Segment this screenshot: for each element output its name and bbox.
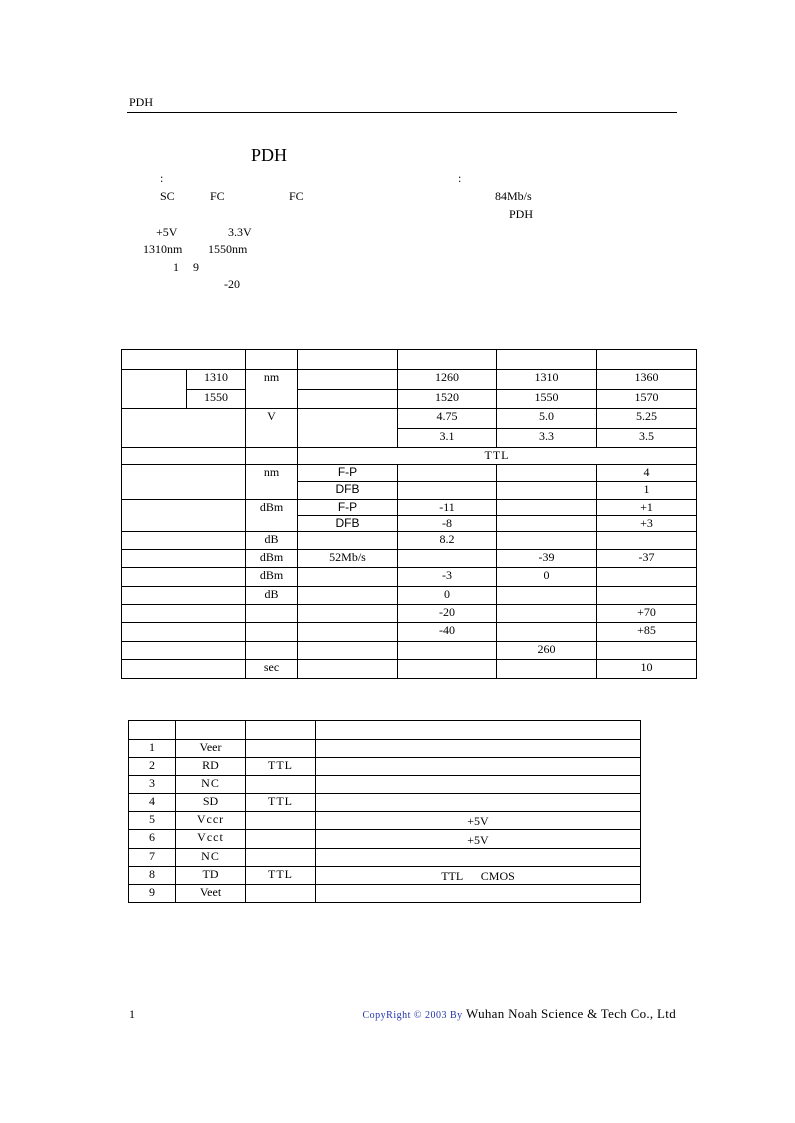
intro-1550nm: 1550nm (208, 242, 248, 256)
unit-cell: nm (246, 370, 298, 409)
intro-3v3: 3.3V (228, 225, 252, 239)
pin-num: 4 (129, 794, 176, 812)
header-pin-desc (316, 721, 641, 740)
typ-cell (497, 660, 597, 679)
pin-desc (316, 758, 641, 776)
pin-desc: TTL CMOS (316, 867, 641, 885)
min-cell: 3.1 (398, 429, 497, 448)
max-cell: 4 (597, 465, 697, 482)
table-row (122, 660, 697, 679)
min-cell: -20 (398, 605, 497, 623)
cond-cell: DFB (298, 516, 398, 532)
typ-cell (497, 532, 597, 550)
table-row (129, 849, 641, 867)
param-cell (122, 660, 246, 679)
min-cell: 0 (398, 587, 497, 605)
pin-name: NC (176, 849, 246, 867)
unit-cell (246, 605, 298, 623)
intro-temp: -20 (224, 277, 240, 291)
pin-table (128, 720, 641, 903)
cond-cell (298, 642, 398, 660)
header-rule (127, 112, 677, 113)
cond-cell (298, 370, 398, 390)
max-cell (597, 532, 697, 550)
min-cell: -11 (398, 500, 497, 516)
typ-cell (497, 516, 597, 532)
table-row (129, 758, 641, 776)
pin-num: 3 (129, 776, 176, 794)
cond-cell: 52Mb/s (298, 550, 398, 568)
spec-table (121, 349, 697, 679)
header-max (597, 350, 697, 370)
pin-num: 5 (129, 812, 176, 830)
min-cell: -40 (398, 623, 497, 642)
pin-level (246, 776, 316, 794)
param-cell (122, 587, 246, 605)
table-row (122, 550, 697, 568)
header-unit (246, 350, 298, 370)
unit-cell: dB (246, 532, 298, 550)
min-cell (398, 660, 497, 679)
pin-desc (316, 776, 641, 794)
pin-desc (316, 740, 641, 758)
header-param (122, 350, 246, 370)
spec-header-row (122, 350, 697, 370)
header-min (398, 350, 497, 370)
typ-cell: 3.3 (497, 429, 597, 448)
max-cell (597, 568, 697, 587)
unit-cell: dBm (246, 550, 298, 568)
min-cell: -3 (398, 568, 497, 587)
param-cell (122, 532, 246, 550)
cond-cell (298, 532, 398, 550)
unit-cell (246, 642, 298, 660)
copyright-text: CopyRight © 2003 By (362, 1010, 463, 1021)
max-cell: 1 (597, 482, 697, 500)
table-row (122, 409, 697, 429)
page-number: 1 (129, 1007, 135, 1021)
pin-name: SD (176, 794, 246, 812)
param-cell (122, 550, 246, 568)
unit-cell: V (246, 409, 298, 448)
table-row (122, 642, 697, 660)
spectral-width-label (122, 465, 246, 500)
intro-pin-1: 1 (173, 260, 179, 274)
typ-cell: 1550 (497, 390, 597, 409)
header-pin-num (129, 721, 176, 740)
typ-cell (497, 587, 597, 605)
pin-level (246, 885, 316, 903)
pin-num: 8 (129, 867, 176, 885)
cond-cell (298, 623, 398, 642)
pin-num: 2 (129, 758, 176, 776)
wavelength-1310: 1310 (187, 370, 246, 390)
pin-level: TTL (246, 758, 316, 776)
pin-num: 7 (129, 849, 176, 867)
unit-cell: dBm (246, 568, 298, 587)
pin-name: Veer (176, 740, 246, 758)
table-row (129, 830, 641, 849)
max-cell: -37 (597, 550, 697, 568)
max-cell: +70 (597, 605, 697, 623)
min-cell (398, 482, 497, 500)
running-header: PDH (129, 95, 154, 109)
max-cell: 5.25 (597, 409, 697, 429)
pin-num: 9 (129, 885, 176, 903)
table-row (122, 587, 697, 605)
unit-cell (246, 448, 298, 465)
header-pin-name (176, 721, 246, 740)
param-cell (122, 448, 246, 465)
pin-level: TTL (246, 794, 316, 812)
table-row (122, 568, 697, 587)
max-cell (597, 642, 697, 660)
unit-cell: dB (246, 587, 298, 605)
table-row (122, 605, 697, 623)
cond-cell: F-P (298, 465, 398, 482)
cond-cell (298, 660, 398, 679)
max-cell: 1570 (597, 390, 697, 409)
page-title: PDH (251, 145, 288, 165)
intro-sc: SC (160, 189, 175, 203)
intro-pdh: PDH (509, 207, 534, 221)
intro-pin-9: 9 (193, 260, 199, 274)
param-cell (122, 623, 246, 642)
unit-cell: sec (246, 660, 298, 679)
cond-cell (298, 587, 398, 605)
unit-cell (246, 623, 298, 642)
header-typ (497, 350, 597, 370)
wavelength-label (122, 370, 187, 409)
intro-fc-1: FC (210, 189, 225, 203)
pin-level: TTL (246, 867, 316, 885)
typ-cell: -39 (497, 550, 597, 568)
cond-cell: DFB (298, 482, 398, 500)
min-cell (398, 465, 497, 482)
intro-5v: +5V (156, 225, 178, 239)
max-cell: +1 (597, 500, 697, 516)
intro-colon-left: : (160, 171, 164, 185)
table-row (122, 532, 697, 550)
table-row (129, 740, 641, 758)
table-row (129, 776, 641, 794)
table-row (122, 623, 697, 642)
pin-name: Vcct (176, 830, 246, 849)
pin-desc: +5V (316, 812, 641, 830)
pin-header-row (129, 721, 641, 740)
supply-label (122, 409, 246, 448)
min-cell: 8.2 (398, 532, 497, 550)
typ-cell (497, 465, 597, 482)
table-row (129, 867, 641, 885)
copyright-footer (363, 1006, 676, 1022)
unit-cell: nm (246, 465, 298, 500)
header-pin-level (246, 721, 316, 740)
pin-desc (316, 794, 641, 812)
max-cell (597, 587, 697, 605)
ttl-span-cell: TTL (298, 448, 697, 465)
table-row (122, 465, 697, 482)
min-cell (398, 642, 497, 660)
max-cell: +3 (597, 516, 697, 532)
pin-num: 6 (129, 830, 176, 849)
typ-cell: 1310 (497, 370, 597, 390)
param-cell (122, 642, 246, 660)
cond-cell: F-P (298, 500, 398, 516)
typ-cell (497, 500, 597, 516)
min-cell: 4.75 (398, 409, 497, 429)
table-row (129, 812, 641, 830)
pin-level (246, 830, 316, 849)
typ-cell (497, 623, 597, 642)
pin-num: 1 (129, 740, 176, 758)
table-row (122, 448, 697, 465)
cond-cell (298, 390, 398, 409)
output-power-label (122, 500, 246, 532)
pin-name: Vccr (176, 812, 246, 830)
header-cond (298, 350, 398, 370)
min-cell: 1260 (398, 370, 497, 390)
pin-desc (316, 885, 641, 903)
typ-cell: 260 (497, 642, 597, 660)
max-cell: +85 (597, 623, 697, 642)
param-cell (122, 568, 246, 587)
pin-level (246, 812, 316, 830)
min-cell: 1520 (398, 390, 497, 409)
table-row (122, 500, 697, 516)
typ-cell (497, 482, 597, 500)
pin-level (246, 849, 316, 867)
cond-cell (298, 409, 398, 448)
pin-name: NC (176, 776, 246, 794)
intro-1310nm: 1310nm (143, 242, 183, 256)
intro-colon-right: : (458, 171, 462, 185)
intro-fc-2: FC (289, 189, 304, 203)
param-cell (122, 605, 246, 623)
typ-cell (497, 605, 597, 623)
wavelength-1550: 1550 (187, 390, 246, 409)
pin-level (246, 740, 316, 758)
pin-desc (316, 849, 641, 867)
min-cell: -8 (398, 516, 497, 532)
typ-cell: 0 (497, 568, 597, 587)
cond-cell (298, 568, 398, 587)
pin-name: Veet (176, 885, 246, 903)
table-row (129, 885, 641, 903)
max-cell: 3.5 (597, 429, 697, 448)
typ-cell: 5.0 (497, 409, 597, 429)
max-cell: 10 (597, 660, 697, 679)
max-cell: 1360 (597, 370, 697, 390)
pin-name: TD (176, 867, 246, 885)
cond-cell (298, 605, 398, 623)
pin-desc: +5V (316, 830, 641, 849)
min-cell (398, 550, 497, 568)
intro-rate: 84Mb/s (495, 189, 532, 203)
unit-cell: dBm (246, 500, 298, 532)
table-row (122, 370, 697, 390)
table-row (129, 794, 641, 812)
company-name: Wuhan Noah Science & Tech Co., Ltd (466, 1006, 676, 1021)
pin-name: RD (176, 758, 246, 776)
table-row (122, 390, 697, 409)
